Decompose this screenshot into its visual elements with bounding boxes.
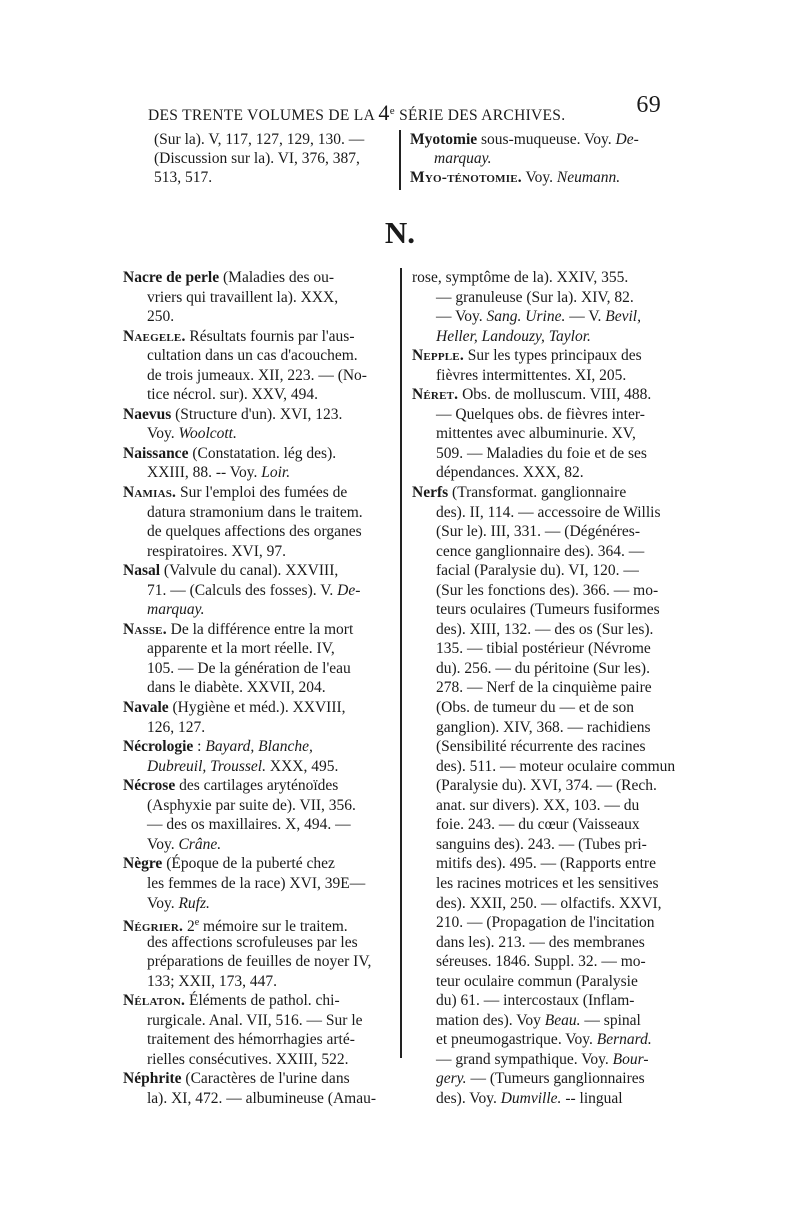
left-column (123, 268, 391, 1109)
right-column (412, 268, 676, 1109)
index-line: Voy. Woolcott. (147, 425, 237, 443)
index-line: 278. — Nerf de la cinquième paire (436, 679, 652, 697)
continuation-right (410, 130, 670, 187)
index-line: — grand sympathique. Voy. Bour- (436, 1050, 649, 1068)
index-line: 126, 127. (147, 718, 206, 736)
index-line: sanguins des). 243. — (Tubes pri- (436, 835, 647, 853)
index-line: ganglion). XIV, 368. — rachidiens (436, 718, 651, 736)
index-line: Voy. Rufz. (147, 894, 210, 912)
index-line: respiratoires. XVI, 97. (147, 542, 287, 560)
index-line: Nerfs (Transformat. ganglionnaire (412, 484, 627, 502)
index-line: les racines motrices et les sensitives (436, 874, 659, 892)
index-line: Nasse. De la différence entre la mort (123, 620, 354, 638)
index-line: mitifs des). 495. — (Rapports entre (436, 855, 656, 873)
index-line: (Paralysie du). XVI, 374. — (Rech. (436, 777, 657, 795)
index-line: Myotomie sous-muqueuse. Voy. De- (410, 131, 639, 148)
page-number: 69 (636, 92, 661, 118)
column-divider-top (399, 130, 401, 190)
index-line: des). XXII, 250. — olfactifs. XXVI, (436, 894, 662, 912)
letter-heading: N. (384, 215, 416, 250)
index-line: 513, 517. (154, 169, 213, 186)
index-line: Nacre de perle (Maladies des ou- (123, 269, 335, 286)
index-line: rielles consécutives. XXIII, 522. (147, 1050, 349, 1068)
index-line: Namias. Sur l'emploi des fumées de (123, 484, 348, 502)
index-line: mation des). Voy Beau. — spinal (436, 1011, 641, 1029)
index-line: mittentes avec albuminurie. XV, (436, 425, 636, 443)
index-line: du). 256. — du péritoine (Sur les). (436, 659, 650, 677)
index-line: et pneumogastrique. Voy. Bernard. (436, 1031, 652, 1049)
index-line: Nègre (Époque de la puberté chez (123, 855, 335, 873)
index-line: marquay. (434, 150, 492, 167)
index-line: les femmes de la race) XVI, 39E— (147, 874, 366, 892)
index-line: du) 61. — intercostaux (Inflam- (436, 992, 635, 1010)
index-line: apparente et la mort réelle. IV, (147, 640, 335, 658)
index-line: fièvres intermittentes. XI, 205. (436, 366, 627, 384)
index-line: séreuses. 1846. Suppl. 32. — mo- (436, 953, 646, 971)
index-line: XXIII, 88. -- Voy. Loir. (147, 464, 291, 482)
running-head-title: DES TRENTE VOLUMES DE LA 4e SÉRIE DES ARCHIVES. (148, 100, 566, 125)
index-line: Naevus (Structure d'un). XVI, 123. (123, 405, 343, 423)
index-line: — Voy. Sang. Urine. — V. Bevil, (436, 308, 641, 326)
index-line: gery. — (Tumeurs ganglionnaires (436, 1070, 645, 1088)
index-line: Nécrologie : Bayard, Blanche, (123, 738, 313, 756)
index-line: rose, symptôme de la). XXIV, 355. (412, 269, 629, 286)
continuation-left (140, 130, 390, 187)
index-line: Nasal (Valvule du canal). XXVIII, (123, 562, 339, 580)
index-line: 210. — (Propagation de l'incitation (436, 914, 655, 932)
index-line: 105. — De la génération de l'eau (147, 659, 351, 677)
index-line: des). Voy. Dumville. -- lingual (436, 1089, 623, 1107)
index-line: (Sur les fonctions des). 366. — mo- (436, 581, 659, 599)
index-line: teur oculaire commun (Paralysie (436, 972, 638, 990)
index-line: Heller, Landouzy, Taylor. (436, 327, 591, 345)
index-line: Naissance (Constatation. lég des). (123, 444, 337, 462)
index-line: foie. 243. — du cœur (Vaisseaux (436, 816, 640, 834)
index-line: dans le diabète. XXVII, 204. (147, 679, 326, 697)
index-line: la). XI, 472. — albumineuse (Amau- (147, 1089, 376, 1107)
index-line: (Asphyxie par suite de). VII, 356. (147, 796, 356, 814)
index-line: Nepple. Sur les types principaux des (412, 347, 642, 365)
index-line: 71. — (Calculs des fosses). V. De- (147, 581, 361, 599)
index-line: (Sensibilité récurrente des racines (436, 738, 646, 756)
index-line: — Quelques obs. de fièvres inter- (436, 405, 645, 423)
index-line: tice nécrol. sur). XXV, 494. (147, 386, 319, 404)
index-line: des). II, 114. — accessoire de Willis (436, 503, 661, 521)
index-line: Myo-ténotomie. Voy. Neumann. (410, 169, 621, 186)
index-line: anat. sur divers). XX, 103. — du (436, 796, 640, 814)
index-line: dépendances. XXX, 82. (436, 464, 584, 482)
index-line: de trois jumeaux. XII, 223. — (No- (147, 366, 367, 384)
index-line: 135. — tibial postérieur (Névrome (436, 640, 651, 658)
index-line: (Sur le). III, 331. — (Dégénéres- (436, 523, 641, 541)
index-line: des). XIII, 132. — des os (Sur les). (436, 620, 654, 638)
index-line: 133; XXII, 173, 447. (147, 972, 278, 990)
index-line: (Obs. de tumeur du — et de son (436, 699, 635, 717)
index-line: Dubreuil, Troussel. XXX, 495. (147, 757, 339, 775)
index-line: Négrier. 2e mémoire sur le traitem. (123, 917, 348, 936)
index-line: rurgicale. Anal. VII, 516. — Sur le (147, 1011, 363, 1029)
index-line: 509. — Maladies du foie et de ses (436, 444, 647, 462)
index-line: — des os maxillaires. X, 494. — (147, 816, 351, 834)
index-line: Néphrite (Caractères de l'urine dans (123, 1070, 350, 1088)
index-line: traitement des hémorrhagies arté- (147, 1031, 355, 1049)
index-line: Néret. Obs. de molluscum. VIII, 488. (412, 386, 652, 404)
column-divider (400, 268, 402, 1058)
index-line: facial (Paralysie du). VI, 120. — (436, 562, 639, 580)
index-line: — granuleuse (Sur la). XIV, 82. (436, 288, 634, 306)
index-line: vriers qui travaillent la). XXX, (147, 288, 339, 306)
index-line: (Discussion sur la). VI, 376, 387, (154, 150, 360, 167)
index-line: Navale (Hygiène et méd.). XXVIII, (123, 699, 346, 717)
index-line: cultation dans un cas d'acouchem. (147, 347, 358, 365)
index-line: 250. (147, 308, 175, 326)
index-line: des). 511. — moteur oculaire commun (436, 757, 676, 775)
index-line: des affections scrofuleuses par les (147, 933, 358, 951)
index-line: (Sur la). V, 117, 127, 129, 130. — (154, 131, 365, 148)
index-line: préparations de feuilles de noyer IV, (147, 953, 372, 971)
index-line: dans les). 213. — des membranes (436, 933, 645, 951)
index-line: Naegele. Résultats fournis par l'aus- (123, 327, 355, 345)
running-head (140, 92, 665, 124)
index-line: Nécrose des cartilages aryténoïdes (123, 777, 339, 795)
index-line: datura stramonium dans le traitem. (147, 503, 363, 521)
index-line: Nélaton. Éléments de pathol. chi- (123, 992, 340, 1010)
index-line: marquay. (147, 601, 205, 619)
index-line: teurs oculaires (Tumeurs fusiformes (436, 601, 660, 619)
index-line: Voy. Crâne. (147, 835, 222, 853)
index-line: cence ganglionnaire des). 364. — (436, 542, 645, 560)
index-line: de quelques affections des organes (147, 523, 362, 541)
